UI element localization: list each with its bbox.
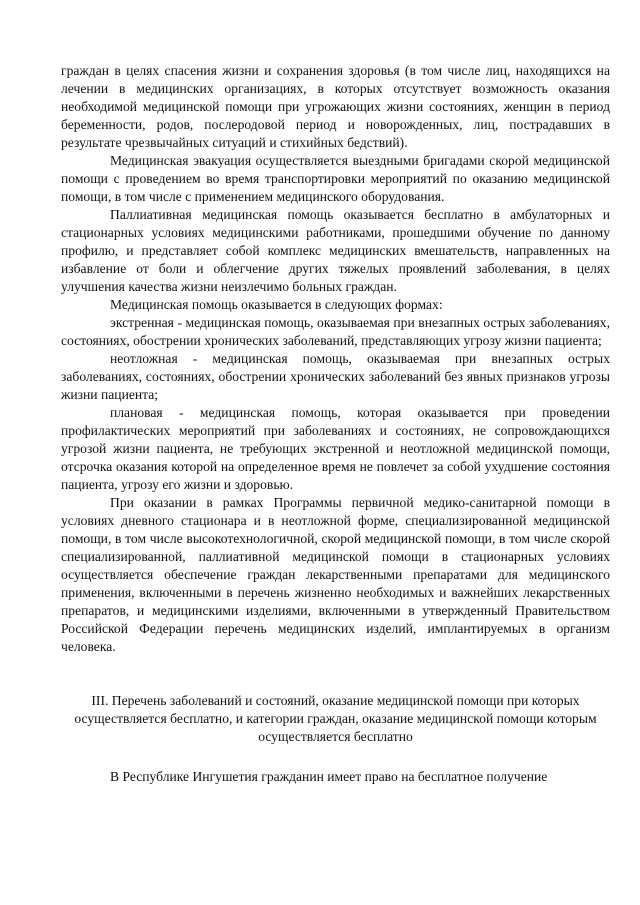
heading-spacer <box>61 746 610 768</box>
document-body <box>61 62 610 786</box>
paragraph-care-forms-intro: Медицинская помощь оказывается в следующих формах: <box>110 297 443 312</box>
paragraph-form-planned: плановая - медицинская помощь, которая оказывается при проведении профилактических мероприятий при заболеваниях и состояниях, не сопровождающихся угрозой жизни пациента, не требующих экстренной и неотложной медицинской помощи, отсрочка оказания которой на определенное время не повлечет за собой ухудшение состояния пациента, угрозу его жизни и здоровью. <box>61 405 610 492</box>
paragraph-medication-provision: При оказании в рамках Программы первичной медико-санитарной помощи в условиях дневного стационара и в неотложной форме, специализированной медицинской помощи, в том числе высокотехнологичной, скорой медицинской помощи, в том числе скорой специализированной, паллиативной медицинской помощи в стационарных условиях осуществляется обеспечение граждан лекарственными препаратами для медицинского применения, включенными в перечень жизненно необходимых и важнейших лекарственных препаратов, и медицинскими изделиями, включенными в утвержденный Правительством Российской Федерации перечень медицинских изделий, имплантируемых в организм человека. <box>61 495 610 654</box>
section-heading: III. Перечень заболеваний и состояний, оказание медицинской помощи при которых осуществляется бесплатно, и категории граждан, оказание медицинской помощи которым осуществляется бесплатно <box>74 693 597 744</box>
paragraph-palliative-care: Паллиативная медицинская помощь оказывается бесплатно в амбулаторных и стационарных условиях медицинскими работниками, прошедшими обучение по данному профилю, и представляет собой комплекс медицинских вмешательств, направленных на избавление от боли и облегчение других тяжелых проявлений заболевания, в целях улучшения качества жизни неизлечимо больных граждан. <box>61 207 610 294</box>
paragraph-form-emergency: экстренная - медицинская помощь, оказываемая при внезапных острых заболеваниях, состояниях, обострении хронических заболеваний, представляющих угрозу жизни пациента; <box>61 315 610 348</box>
paragraph-medical-evacuation: Медицинская эвакуация осуществляется выездными бригадами скорой медицинской помощи с проведением во время транспортировки мероприятий по оказанию медицинской помощи, в том числе с применением медицинского оборудования. <box>61 153 610 204</box>
paragraph-form-urgent: неотложная - медицинская помощь, оказываемая при внезапных острых заболеваниях, состояниях, обострении хронических заболеваний без явных признаков угрозы жизни пациента; <box>61 351 610 402</box>
paragraph-ingushetia-rights: В Республике Ингушетия гражданин имеет право на бесплатное получение <box>110 769 548 784</box>
paragraph-evacuation-continued: граждан в целях спасения жизни и сохранения здоровья (в том числе лиц, находящихся на лечении в медицинских организациях, в которых отсутствует возможность оказания необходимой медицинской помощи при угрожающих жизни состояниях, женщин в период беременности, родов, послеродовой период и новорожденных, лиц, пострадавших в результате чрезвычайных ситуаций и стихийных бедствий). <box>61 63 610 150</box>
